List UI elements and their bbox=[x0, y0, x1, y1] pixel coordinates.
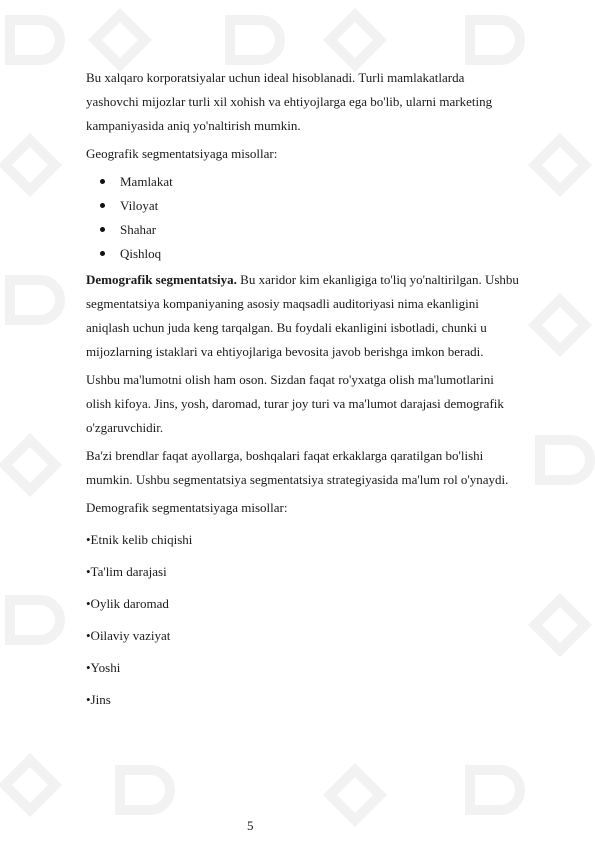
paragraph-line: Bu xalqaro korporatsiyalar uchun ideal hisoblanadi. Turli mamlakatlarda bbox=[86, 70, 465, 85]
list-item: •Jins bbox=[86, 692, 111, 707]
list-item: Mamlakat bbox=[86, 170, 556, 194]
paragraph-line: kampaniyasida aniq yo'naltirish mumkin. bbox=[86, 118, 301, 133]
list-item: •Etnik kelib chiqishi bbox=[86, 532, 193, 547]
page-body bbox=[86, 66, 556, 720]
list-item: •Yoshi bbox=[86, 660, 121, 675]
paragraph-line: o'zgaruvchidir. bbox=[86, 420, 164, 435]
list-item: Shahar bbox=[86, 218, 556, 242]
list-item: Viloyat bbox=[86, 194, 556, 218]
list-item: •Ta'lim darajasi bbox=[86, 564, 167, 579]
paragraph-line: mijozlarning istaklari va ehtiyojlariga bevosita javob berishga imkon beradi. bbox=[86, 344, 484, 359]
demo-heading: Demografik segmentatsiya. bbox=[86, 272, 237, 287]
paragraph-line: olish kifoya. Jins, yosh, daromad, turar joy turi va ma'lumot darajasi demografik bbox=[86, 396, 504, 411]
list-item: •Oilaviy vaziyat bbox=[86, 628, 171, 643]
list-item: •Oylik daromad bbox=[86, 596, 169, 611]
demo-intro: Demografik segmentatsiyaga misollar: bbox=[86, 500, 288, 515]
paragraph-line: Ushbu ma'lumotni olish ham oson. Sizdan faqat ro'yxatga olish ma'lumotlarini bbox=[86, 372, 494, 387]
bullet-icon bbox=[100, 227, 105, 232]
paragraph-line: yashovchi mijozlar turli xil xohish va ehtiyojlarga ega bo'lib, ularni marketing bbox=[86, 94, 493, 109]
paragraph-line: segmentatsiya kompaniyaning asosiy maqsadli auditoriyasi nima ekanligini bbox=[86, 296, 479, 311]
bullet-icon bbox=[100, 203, 105, 208]
paragraph-line: Ba'zi brendlar faqat ayollarga, boshqalari faqat erkaklarga qaratilgan bo'lishi bbox=[86, 448, 484, 463]
page-number: 5 bbox=[247, 818, 254, 833]
geo-list bbox=[86, 170, 556, 266]
geo-intro: Geografik segmentatsiyaga misollar: bbox=[86, 146, 278, 161]
bullet-icon bbox=[100, 251, 105, 256]
paragraph-line: aniqlash uchun juda keng tarqalgan. Bu foydali ekanligini isbotladi, chunki u bbox=[86, 320, 487, 335]
paragraph-line: mumkin. Ushbu segmentatsiya segmentatsiya strategiyasida ma'lum rol o'ynaydi. bbox=[86, 472, 509, 487]
list-item: Qishloq bbox=[86, 242, 556, 266]
demo-paragraph-first-line: Demografik segmentatsiya. Bu xaridor kim ekanligiga to'liq yo'naltirilgan. Ushbu bbox=[86, 272, 519, 287]
bullet-icon bbox=[100, 179, 105, 184]
